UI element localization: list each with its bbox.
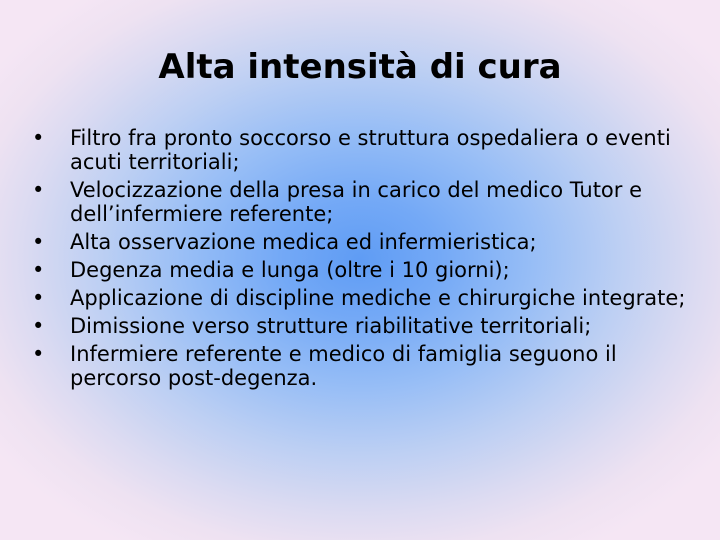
- bullet-list: [32, 126, 692, 394]
- list-item: [32, 286, 692, 310]
- list-item-text: Velocizzazione della presa in carico del medico Tutor e dell’infermiere referente;: [70, 178, 643, 226]
- list-item-text: Applicazione di discipline mediche e chirurgiche integrate;: [70, 286, 686, 310]
- list-item: [32, 342, 692, 390]
- list-item: [32, 178, 692, 226]
- list-item: [32, 258, 692, 282]
- bullet-icon: •: [32, 286, 45, 310]
- bullet-icon: •: [32, 126, 45, 150]
- list-item-text: Degenza media e lunga (oltre i 10 giorni);: [70, 258, 510, 282]
- list-item: [32, 230, 692, 254]
- bullet-icon: •: [32, 178, 45, 202]
- bullet-icon: •: [32, 230, 45, 254]
- list-item-text: Filtro fra pronto soccorso e struttura ospedaliera o eventi acuti territoriali;: [70, 126, 671, 174]
- bullet-icon: •: [32, 314, 45, 338]
- list-item: [32, 314, 692, 338]
- list-item: [32, 126, 692, 174]
- list-item-text: Dimissione verso strutture riabilitative territoriali;: [70, 314, 592, 338]
- bullet-icon: •: [32, 258, 45, 282]
- list-item-text: Infermiere referente e medico di famiglia seguono il percorso post-degenza.: [70, 342, 617, 390]
- bullet-icon: •: [32, 342, 45, 366]
- slide-title: Alta intensità di cura: [158, 47, 562, 87]
- list-item-text: Alta osservazione medica ed infermieristica;: [70, 230, 537, 254]
